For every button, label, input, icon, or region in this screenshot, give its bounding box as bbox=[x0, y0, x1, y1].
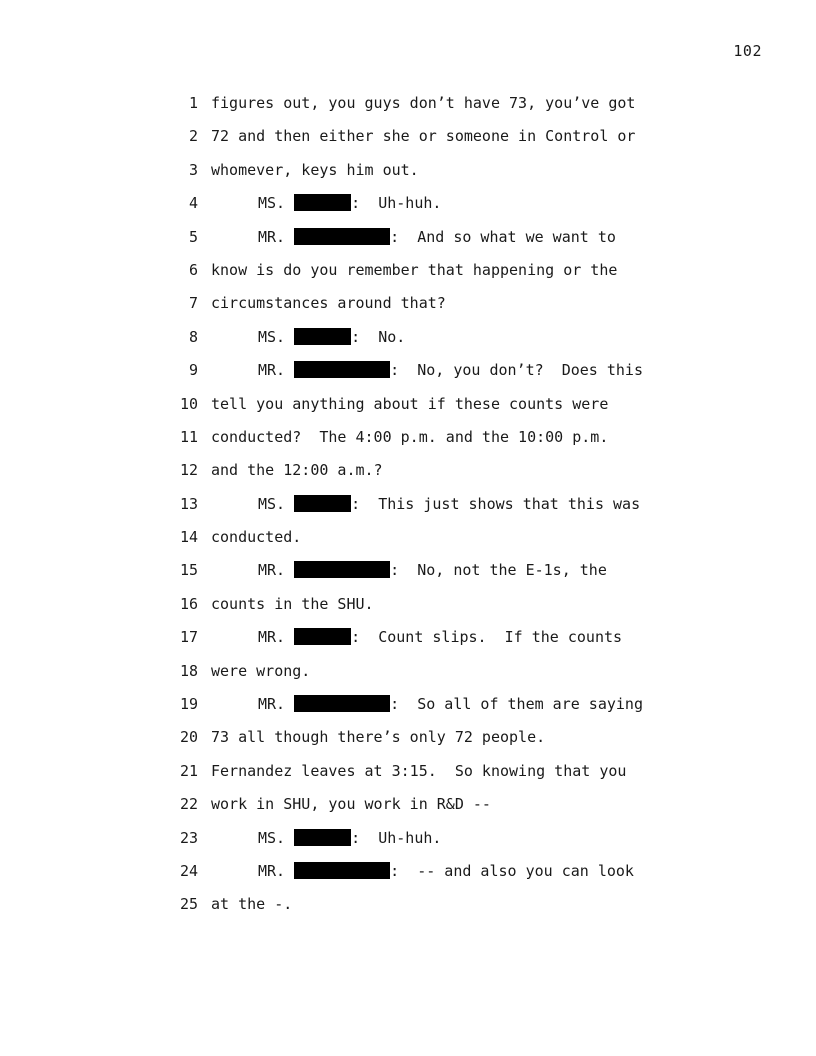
line-number: 23 bbox=[179, 828, 198, 847]
redaction-box bbox=[294, 829, 351, 846]
line-text: 72 and then either she or someone in Control or bbox=[211, 127, 636, 146]
speaker-title: MS. bbox=[258, 327, 286, 346]
line-text: : Uh-huh. bbox=[351, 828, 442, 847]
line-text: : Count slips. If the counts bbox=[351, 628, 623, 647]
line-number: 11 bbox=[179, 427, 198, 446]
transcript-line-19 bbox=[170, 688, 690, 721]
line-text: circumstances around that? bbox=[211, 294, 446, 313]
line-number: 10 bbox=[179, 394, 198, 413]
line-number: 15 bbox=[179, 561, 198, 580]
line-number: 21 bbox=[179, 761, 198, 780]
transcript-line-4 bbox=[170, 187, 690, 220]
line-number: 14 bbox=[179, 528, 198, 547]
transcript-line-18 bbox=[170, 655, 690, 688]
page-number: 102 bbox=[733, 42, 762, 60]
line-number: 18 bbox=[179, 661, 198, 680]
line-text: 73 all though there’s only 72 people. bbox=[211, 728, 546, 747]
line-number: 4 bbox=[188, 194, 198, 213]
redaction-box bbox=[294, 628, 351, 645]
line-text: work in SHU, you work in R&D -- bbox=[211, 795, 491, 814]
redaction-box bbox=[294, 495, 351, 512]
line-text: : And so what we want to bbox=[390, 227, 616, 246]
transcript-line-17 bbox=[170, 621, 690, 654]
transcript-line-23 bbox=[170, 822, 690, 855]
line-text: : -- and also you can look bbox=[390, 861, 634, 880]
transcript-line-14 bbox=[170, 521, 690, 554]
speaker-title: MR. bbox=[258, 628, 286, 647]
transcript-line-12 bbox=[170, 454, 690, 487]
transcript-body bbox=[170, 87, 690, 922]
speaker-title: MR. bbox=[258, 695, 286, 714]
line-text: conducted. bbox=[211, 528, 302, 547]
line-number: 1 bbox=[188, 94, 198, 112]
line-number: 16 bbox=[179, 594, 198, 613]
line-number: 7 bbox=[188, 294, 198, 313]
transcript-line-22 bbox=[170, 788, 690, 821]
transcript-line-21 bbox=[170, 755, 690, 788]
line-text: : No, not the E-1s, the bbox=[390, 561, 607, 580]
transcript-line-2 bbox=[170, 120, 690, 153]
redaction-box bbox=[294, 228, 390, 245]
line-number: 13 bbox=[179, 494, 198, 513]
line-text: conducted? The 4:00 p.m. and the 10:00 p.m. bbox=[211, 427, 609, 446]
line-text: : This just shows that this was bbox=[351, 494, 641, 513]
line-number: 20 bbox=[179, 728, 198, 747]
speaker-title: MS. bbox=[258, 828, 286, 847]
transcript-line-9 bbox=[170, 354, 690, 387]
line-text: were wrong. bbox=[211, 661, 311, 680]
line-text: and the 12:00 a.m.? bbox=[211, 461, 383, 480]
line-number: 12 bbox=[179, 461, 198, 480]
transcript-line-13 bbox=[170, 488, 690, 521]
line-number: 2 bbox=[188, 127, 198, 146]
transcript-line-11 bbox=[170, 421, 690, 454]
line-text: counts in the SHU. bbox=[211, 594, 374, 613]
line-text: : No. bbox=[351, 327, 406, 346]
transcript-line-25 bbox=[170, 888, 690, 921]
line-number: 5 bbox=[188, 227, 198, 246]
transcript-line-6 bbox=[170, 254, 690, 287]
transcript-line-10 bbox=[170, 388, 690, 421]
transcript-line-16 bbox=[170, 588, 690, 621]
redaction-box bbox=[294, 695, 390, 712]
redaction-box bbox=[294, 561, 390, 578]
redaction-box bbox=[294, 361, 390, 378]
line-number: 9 bbox=[188, 361, 198, 380]
transcript-line-20 bbox=[170, 721, 690, 754]
line-text: : No, you don’t? Does this bbox=[390, 361, 643, 380]
transcript-line-1 bbox=[170, 87, 690, 120]
redaction-box bbox=[294, 194, 351, 211]
transcript-line-24 bbox=[170, 855, 690, 888]
line-text: tell you anything about if these counts were bbox=[211, 394, 609, 413]
line-number: 22 bbox=[179, 795, 198, 814]
line-text: at the -. bbox=[211, 895, 293, 914]
line-text: know is do you remember that happening or the bbox=[211, 260, 618, 279]
line-number: 3 bbox=[188, 160, 198, 179]
line-text: whomever, keys him out. bbox=[211, 160, 419, 179]
line-number: 6 bbox=[188, 260, 198, 279]
speaker-title: MR. bbox=[258, 561, 286, 580]
line-number: 17 bbox=[179, 628, 198, 647]
line-number: 25 bbox=[179, 895, 198, 914]
speaker-title: MS. bbox=[258, 194, 286, 213]
redaction-box bbox=[294, 862, 390, 879]
transcript-line-3 bbox=[170, 154, 690, 187]
line-number: 8 bbox=[188, 327, 198, 346]
transcript-line-15 bbox=[170, 554, 690, 587]
transcript-line-8 bbox=[170, 321, 690, 354]
line-text: Fernandez leaves at 3:15. So knowing that you bbox=[211, 761, 627, 780]
line-number: 19 bbox=[179, 695, 198, 714]
line-number: 24 bbox=[179, 861, 198, 880]
speaker-title: MR. bbox=[258, 861, 286, 880]
line-text: figures out, you guys don’t have 73, you’ve got bbox=[211, 94, 636, 112]
redaction-box bbox=[294, 328, 351, 345]
line-text: : So all of them are saying bbox=[390, 695, 643, 714]
speaker-title: MR. bbox=[258, 227, 286, 246]
speaker-title: MR. bbox=[258, 361, 286, 380]
speaker-title: MS. bbox=[258, 494, 286, 513]
line-text: : Uh-huh. bbox=[351, 194, 442, 213]
transcript-line-7 bbox=[170, 287, 690, 320]
transcript-line-5 bbox=[170, 221, 690, 254]
